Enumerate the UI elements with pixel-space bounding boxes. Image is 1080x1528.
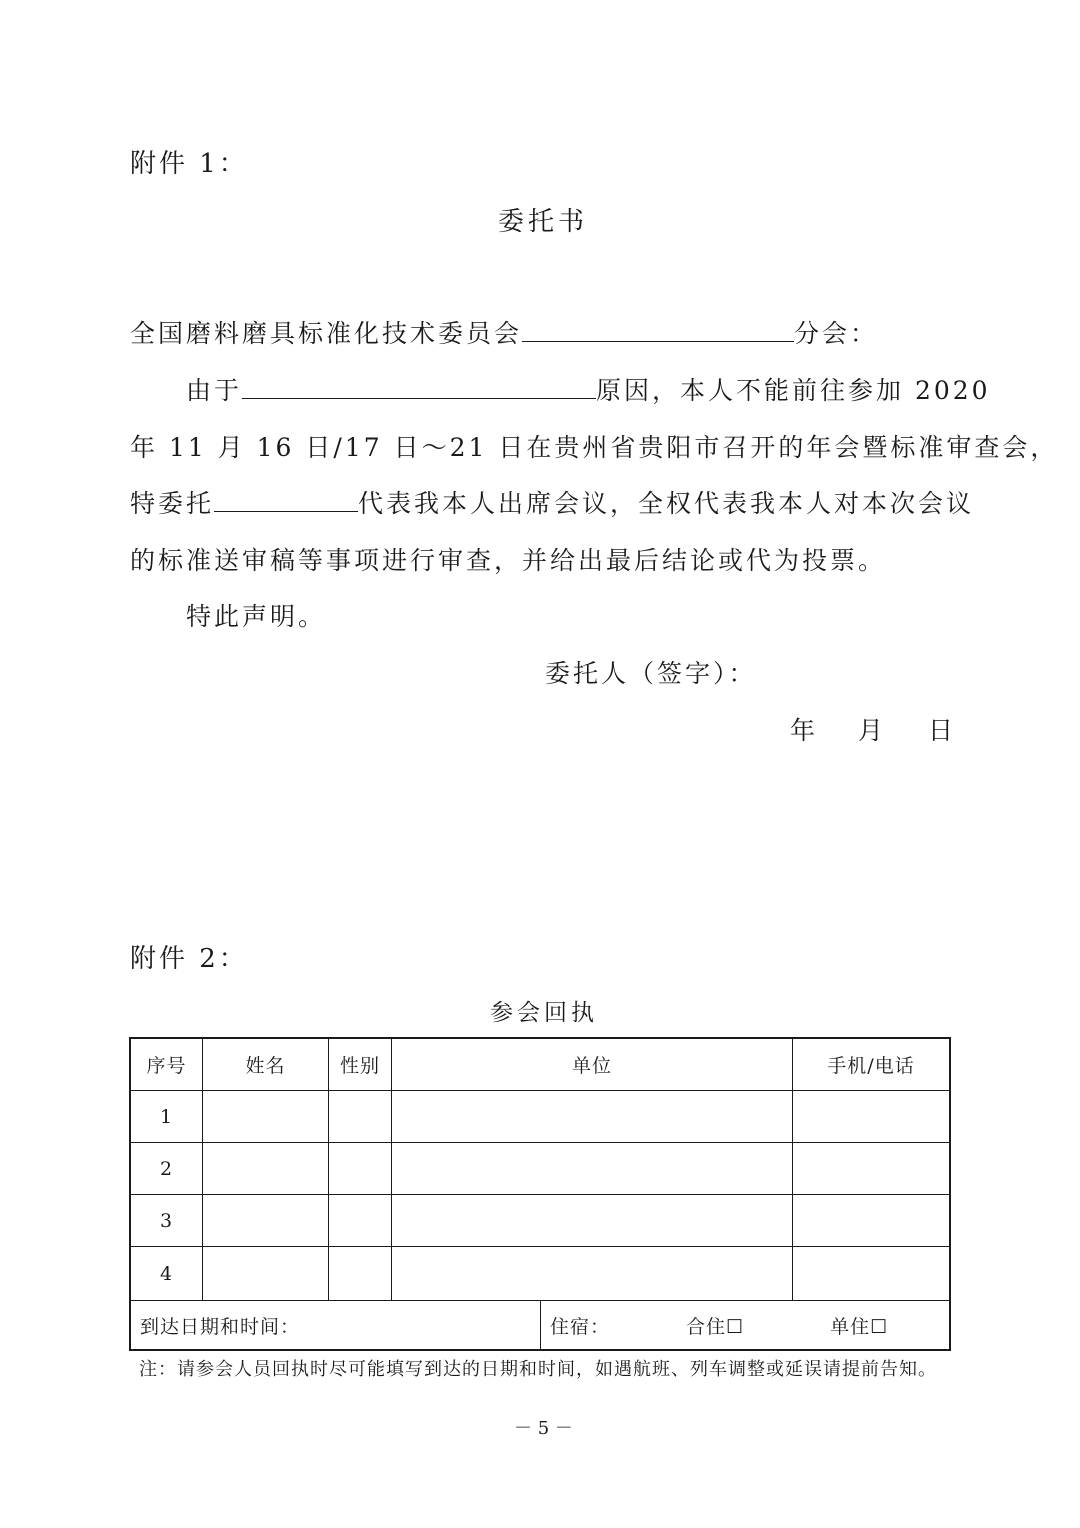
addressee-suffix: 分会： [794, 319, 879, 348]
reason-suffix: 原因，本人不能前往参加 2020 [596, 376, 991, 405]
table-footer-row [131, 1301, 949, 1349]
header-cell: 姓名 [203, 1039, 329, 1090]
name-cell[interactable] [203, 1195, 329, 1246]
phone-cell[interactable] [793, 1091, 949, 1142]
reason-line [186, 371, 991, 407]
table-row [131, 1195, 949, 1247]
date-year: 年 [790, 716, 819, 745]
organization-cell[interactable] [392, 1195, 793, 1246]
addressee-prefix: 全国磨料磨具标准化技术委员会 [130, 319, 523, 348]
power-of-attorney-title: 委托书 [498, 207, 589, 237]
organization-cell[interactable] [392, 1091, 793, 1142]
header-cell: 性别 [329, 1039, 392, 1090]
phone-cell[interactable] [793, 1247, 949, 1300]
table-row [131, 1091, 949, 1143]
addressee-line [130, 314, 878, 350]
table-row [131, 1247, 949, 1301]
meeting-date-line: 年 11 月 16 日/17 日～21 日在贵州省贵阳市召开的年会暨标准审查会， [130, 433, 1059, 462]
date-month: 月 [858, 716, 887, 745]
delegate-name-blank[interactable] [214, 485, 358, 512]
row-number: 4 [131, 1247, 203, 1300]
attachment-2-heading: 附件 2： [130, 944, 248, 974]
arrival-time-cell[interactable] [131, 1301, 541, 1349]
attachment-1-heading: 附件 1： [130, 149, 248, 179]
row-number: 3 [131, 1195, 203, 1246]
receipt-note: 注：请参会人员回执时尽可能填写到达的日期和时间，如遇航班、列车调整或延误请提前告知。 [139, 1359, 937, 1380]
signature-label: 委托人（签字）： [545, 659, 757, 688]
header-cell: 单位 [392, 1039, 793, 1090]
name-cell[interactable] [203, 1143, 329, 1194]
row-number: 2 [131, 1143, 203, 1194]
receipt-title: 参会回执 [490, 1000, 598, 1026]
gender-cell[interactable] [329, 1143, 392, 1194]
row-number: 1 [131, 1091, 203, 1142]
phone-cell[interactable] [793, 1143, 949, 1194]
arrival-label: 到达日期和时间： [140, 1315, 301, 1338]
shared-room-checkbox[interactable]: 合住☐ [686, 1315, 745, 1338]
reason-prefix: 由于 [186, 376, 243, 405]
organization-cell[interactable] [392, 1143, 793, 1194]
name-cell[interactable] [203, 1091, 329, 1142]
lodging-label: 住宿： [550, 1315, 611, 1338]
date-day: 日 [928, 716, 957, 745]
single-room-checkbox[interactable]: 单住☐ [830, 1315, 889, 1338]
page-number: － 5 － [514, 1418, 573, 1439]
delegate-prefix: 特委托 [130, 489, 215, 518]
delegate-suffix: 代表我本人出席会议，全权代表我本人对本次会议 [358, 489, 975, 518]
header-cell: 序号 [131, 1039, 203, 1090]
organization-cell[interactable] [392, 1247, 793, 1300]
name-cell[interactable] [203, 1247, 329, 1300]
lodging-cell [541, 1301, 949, 1349]
header-cell: 手机/电话 [827, 1055, 915, 1077]
branch-name-blank[interactable] [522, 315, 794, 342]
gender-cell[interactable] [329, 1195, 392, 1246]
reason-blank[interactable] [242, 372, 596, 399]
registration-table [129, 1037, 951, 1351]
table-header-row [131, 1039, 949, 1091]
phone-cell[interactable] [793, 1195, 949, 1246]
table-row [131, 1143, 949, 1195]
review-line: 的标准送审稿等事项进行审查，并给出最后结论或代为投票。 [130, 546, 887, 575]
gender-cell[interactable] [329, 1091, 392, 1142]
statement: 特此声明。 [186, 602, 327, 631]
delegate-line [130, 484, 974, 520]
gender-cell[interactable] [329, 1247, 392, 1300]
